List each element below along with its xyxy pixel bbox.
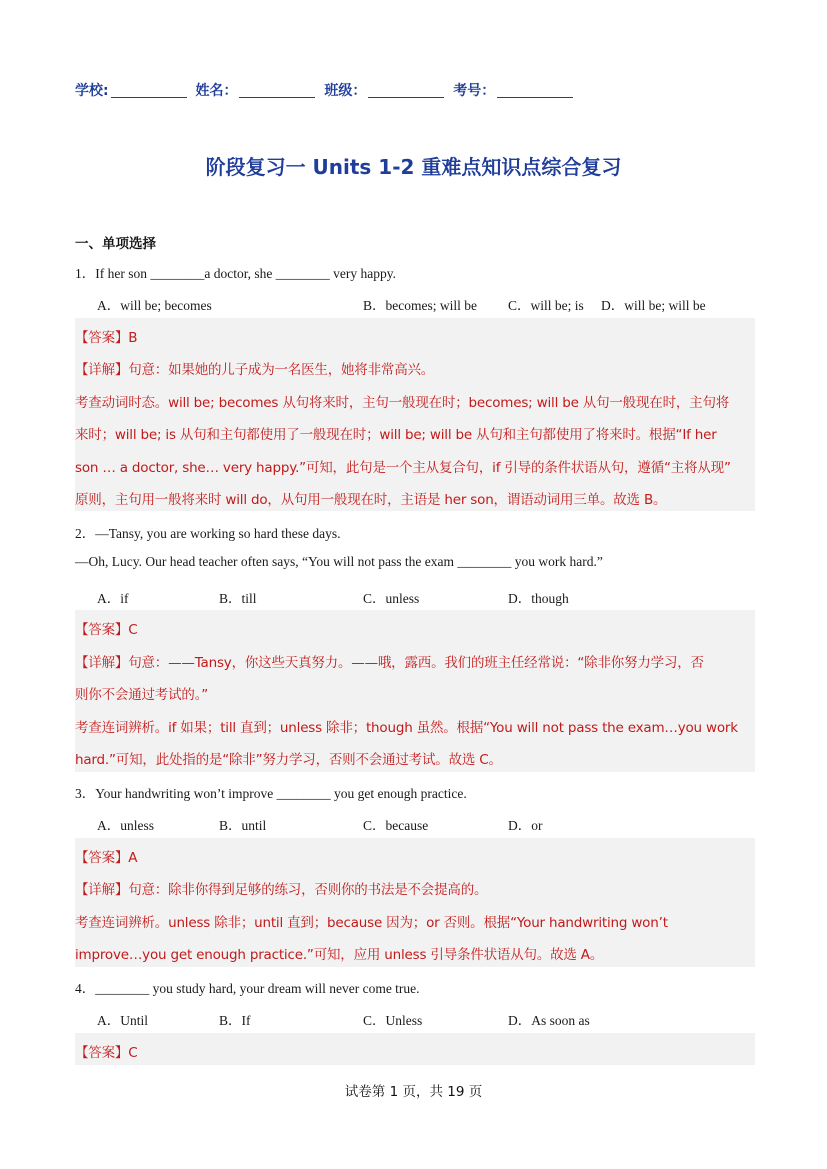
school-label: 学校: bbox=[75, 83, 109, 99]
explanation-line: 考查动词时态。will be; becomes 从句将来时，主句一般现在时；becomes; will be 从句一般现在时，主句将 bbox=[75, 395, 730, 411]
exam-no-blank bbox=[497, 83, 573, 98]
option: A．if bbox=[97, 591, 129, 606]
option: A．unless bbox=[97, 818, 154, 833]
page-title: 阶段复习一 Units 1-2 重难点知识点综合复习 bbox=[205, 155, 622, 179]
option: D．though bbox=[508, 591, 569, 606]
section-title: 一、单项选择 bbox=[75, 236, 156, 252]
question-3-stem: 3．Your handwriting won’t improve ________ you get enough practice. bbox=[75, 786, 467, 801]
option: B．If bbox=[219, 1013, 251, 1028]
page-footer: 试卷第 1 页，共 19 页 bbox=[344, 1084, 483, 1100]
option: A．Until bbox=[97, 1013, 149, 1028]
option: C．unless bbox=[363, 591, 420, 606]
name-blank bbox=[239, 83, 315, 98]
question-2-stem-line-2: —Oh, Lucy. Our head teacher often says, “You will not pass the exam ________ you work hard.” bbox=[75, 554, 603, 569]
question-4-answer-box bbox=[75, 1033, 755, 1065]
explanation-line: son … a doctor, she… very happy.”可知，此句是一个主从复合句，if 引导的条件状语从句，遵循“主将从现” bbox=[75, 460, 731, 476]
option: D．or bbox=[508, 818, 543, 833]
option: D．will be; will be bbox=[601, 298, 706, 313]
question-3-answer-box bbox=[75, 838, 755, 967]
class-label: 班级： bbox=[324, 83, 367, 99]
answer-label: 【答案】C bbox=[75, 622, 138, 638]
option: C．Unless bbox=[363, 1013, 423, 1028]
question-2-stem: 2．—Tansy, you are working so hard these days. bbox=[75, 526, 341, 541]
option: C．will be; is bbox=[508, 298, 584, 313]
class-blank bbox=[368, 83, 444, 98]
answer-label: 【答案】B bbox=[75, 330, 138, 346]
explanation-line: 则你不会通过考试的。” bbox=[75, 687, 209, 703]
school-blank bbox=[111, 83, 187, 98]
option: B．becomes; will be bbox=[363, 298, 477, 313]
question-2-answer-box bbox=[75, 610, 755, 772]
option: B．till bbox=[219, 591, 257, 606]
question-1-stem: 1．If her son ________a doctor, she ________ very happy. bbox=[75, 266, 397, 281]
option: C．because bbox=[363, 818, 429, 833]
name-label: 姓名： bbox=[195, 83, 238, 99]
option: B．until bbox=[219, 818, 267, 833]
explanation-line: 【详解】句意：——Tansy，你这些天真努力。——哦，露西。我们的班主任经常说：“除非你努力学习，否 bbox=[75, 655, 704, 671]
explanation-line: 【详解】句意：如果她的儿子成为一名医生，她将非常高兴。 bbox=[75, 362, 435, 378]
answer-label: 【答案】C bbox=[75, 1045, 138, 1061]
explanation-line: 【详解】句意：除非你得到足够的练习，否则你的书法是不会提高的。 bbox=[75, 882, 488, 898]
explanation-line: improve…you get enough practice.”可知，应用 unless 引导条件状语从句。故选 A。 bbox=[75, 947, 604, 963]
explanation-line: 来时；will be; is 从句和主句都使用了一般现在时；will be; will be 从句和主句都使用了将来时。根据“If her bbox=[75, 427, 717, 443]
explanation-line: 考查连词辨析。unless 除非；until 直到；because 因为；or 否则。根据“Your handwriting won’t bbox=[75, 915, 668, 931]
student-info-line bbox=[75, 80, 577, 100]
explanation-line: 原则，主句用一般将来时 will do，从句用一般现在时，主语是 her son，谓语动词用三单。故选 B。 bbox=[75, 492, 667, 508]
explanation-line: hard.”可知，此处指的是“除非”努力学习，否则不会通过考试。故选 C。 bbox=[75, 752, 502, 768]
option: A．will be; becomes bbox=[97, 298, 212, 313]
answer-label: 【答案】A bbox=[75, 850, 138, 866]
explanation-line: 考查连词辨析。if 如果；till 直到；unless 除非；though 虽然。根据“You will not pass the exam…you work bbox=[75, 720, 738, 736]
question-1-answer-box bbox=[75, 318, 755, 511]
exam-no-label: 考号： bbox=[453, 83, 496, 99]
question-4-stem: 4．________ you study hard, your dream will never come true. bbox=[75, 981, 420, 996]
option: D．As soon as bbox=[508, 1013, 590, 1028]
